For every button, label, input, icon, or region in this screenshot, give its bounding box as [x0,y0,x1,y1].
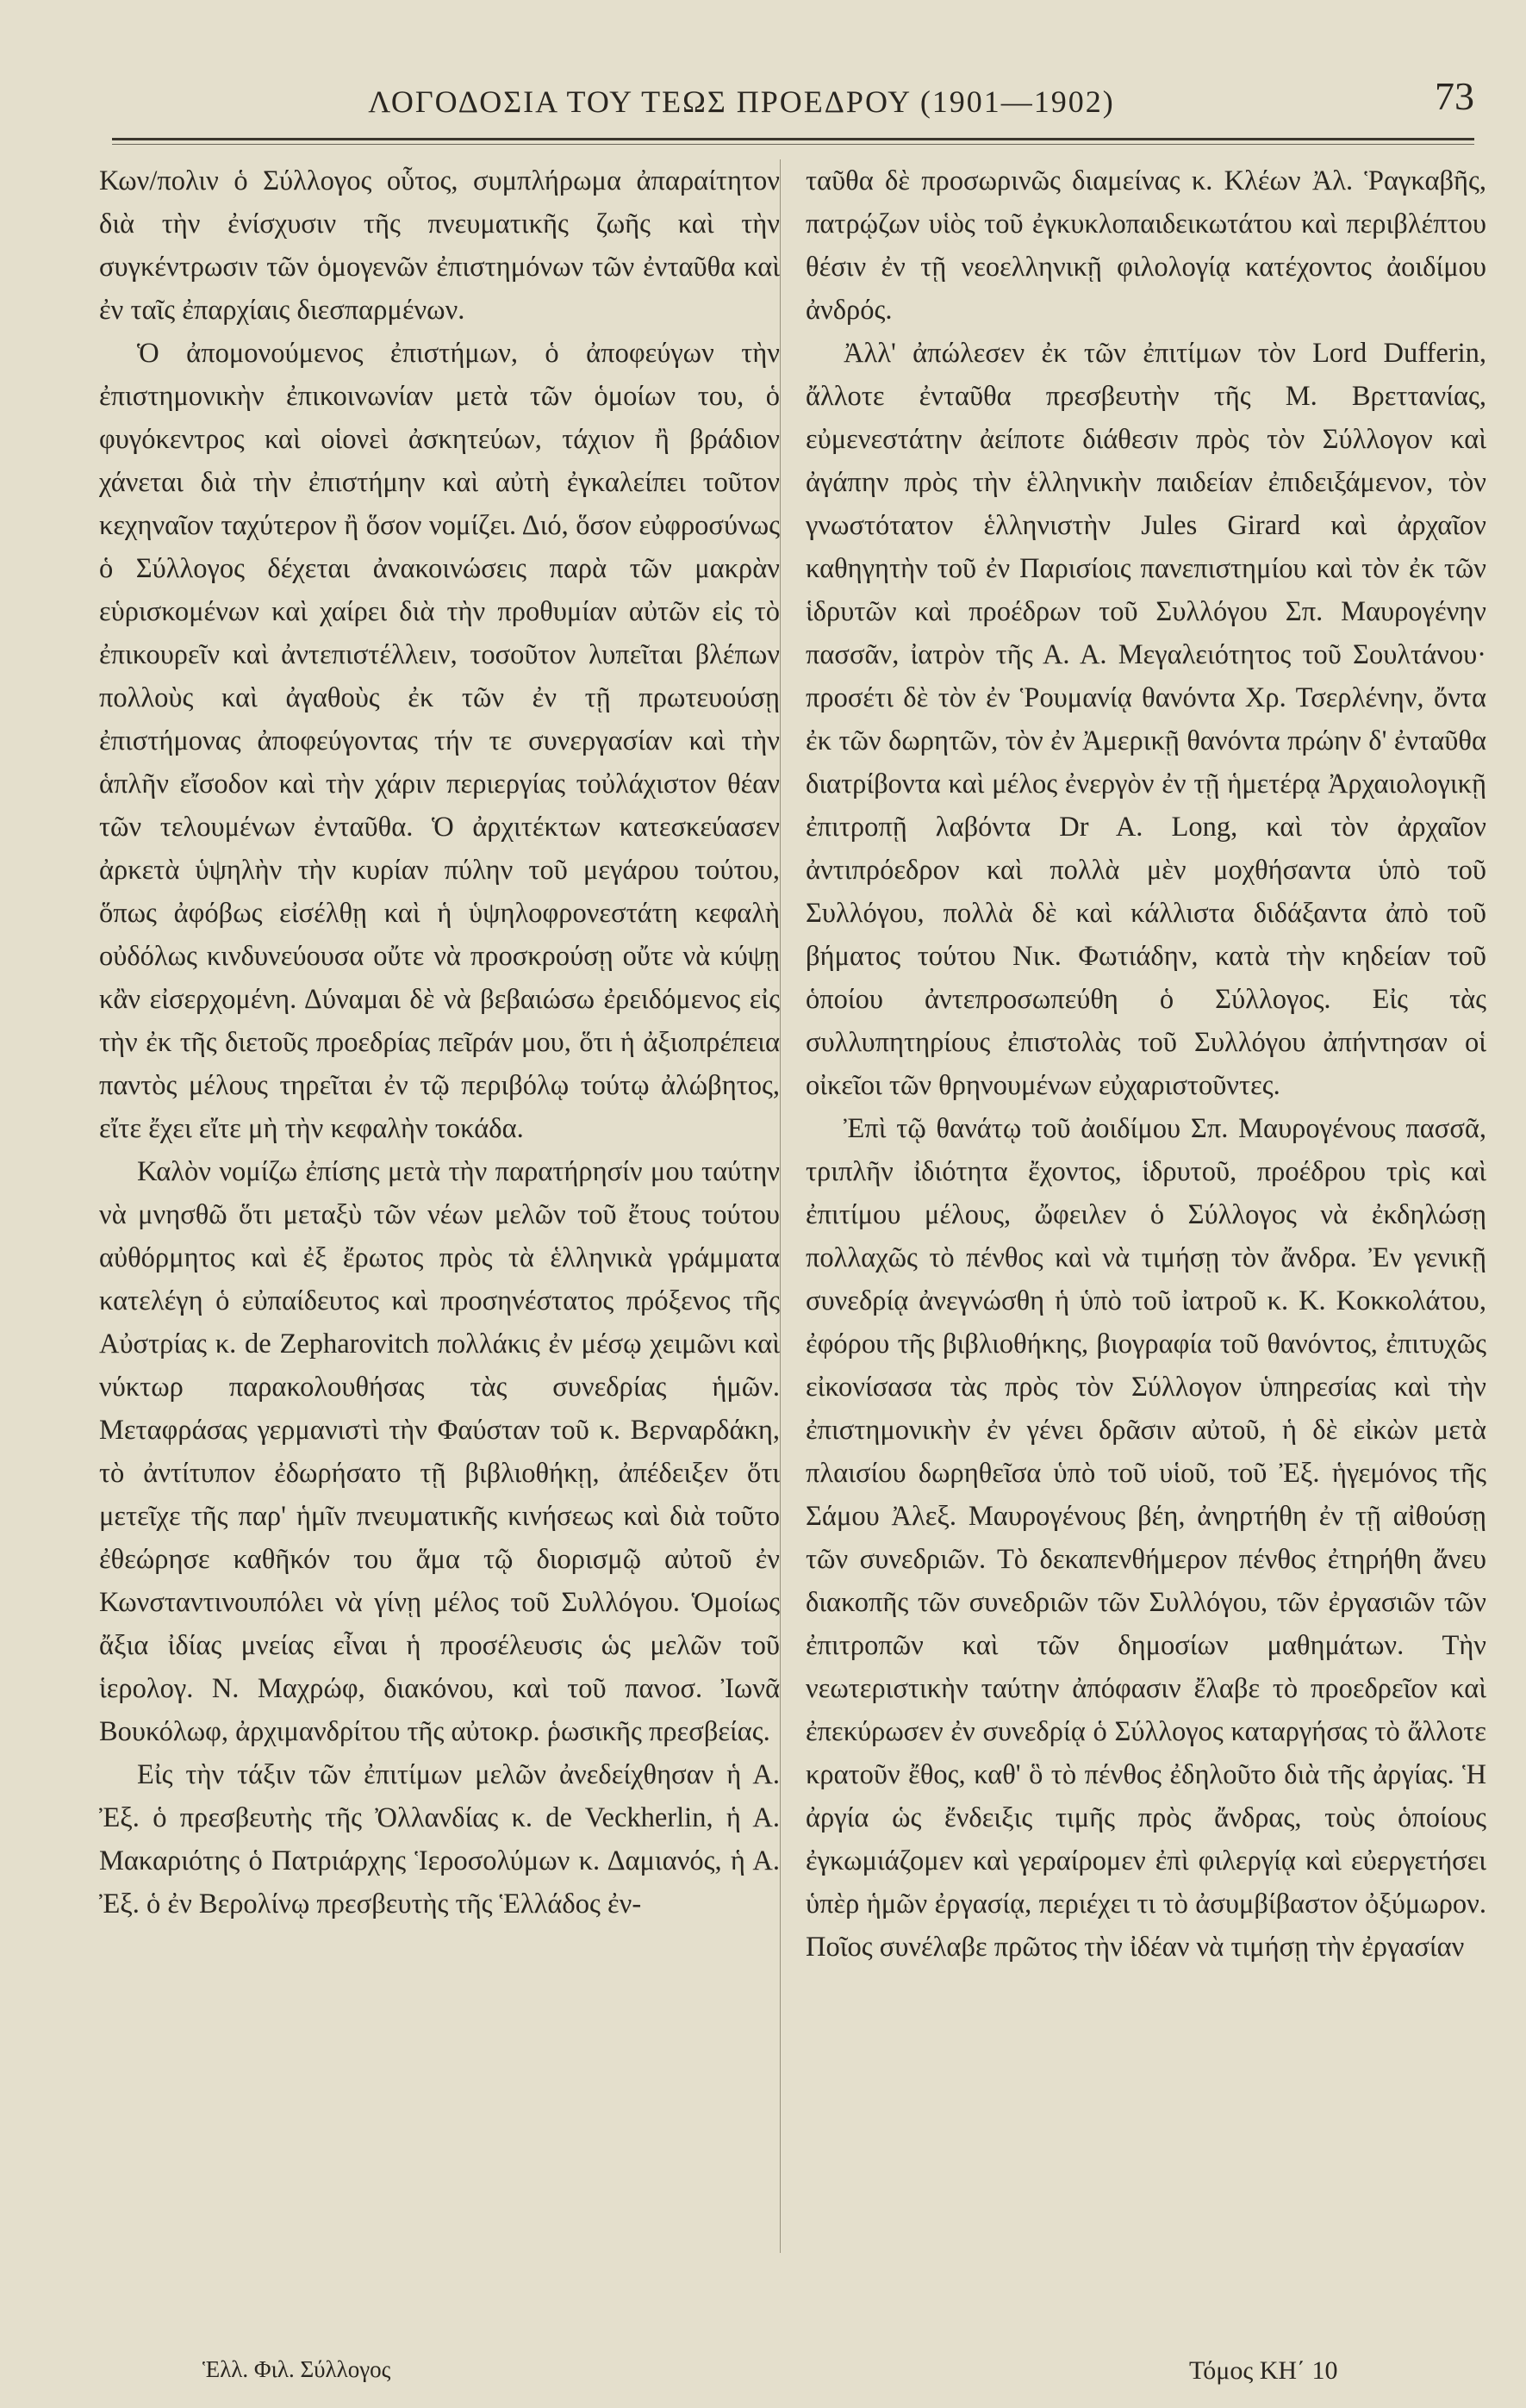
paragraph: ταῦθα δὲ προσωρινῶς διαμείνας κ. Κλέων Ἀλ. Ῥαγκαβῆς, πατρῴζων υἱὸς τοῦ ἐγκυκλοπαιδεικωτάτου καὶ περιβλέπτου θέσιν ἐν τῇ νεοελληνικῇ φιλολογίᾳ κατέχοντος ἀοιδίμου ἀνδρός. [806,165,1486,326]
header-rule-thin [112,144,1474,145]
header-rule [112,138,1474,140]
page-number: 73 [1435,74,1474,118]
running-title: ΛΟΓΟΔΟΣΙΑ ΤΟΥ ΤΕΩΣ ΠΡΟΕΔΡΟΥ (1901—1902) [368,84,1115,119]
signature-mark: Ἑλλ. Φιλ. Σύλλογος [202,2356,391,2382]
paragraph: Εἰς τὴν τάξιν τῶν ἐπιτίμων μελῶν ἀνεδείχθησαν ἡ Α. Ἐξ. ὁ πρεσβευτὴς τῆς Ὀλλανδίας κ. de Veckherlin, ἡ Α. Μακαριότης ὁ Πατριάρχης Ἱεροσολύμων κ. Δαμιανός, ἡ Α. Ἐξ. ὁ ἐν Βερολίνῳ πρεσβευτὴς τῆς Ἑλλάδος ἐν- [99,1759,780,1920]
paragraph: Κων/πολιν ὁ Σύλλογος οὗτος, συμπλήρωμα ἀπαραίτητον διὰ τὴν ἐνίσχυσιν τῆς πνευματικῆς ζωῆς καὶ τὴν συγκέντρωσιν τῶν ὁμογενῶν ἐπιστημόνων τῶν ἐνταῦθα καὶ ἐν ταῖς ἐπαρχίαις διεσπαρμένων. [99,165,780,326]
paragraph: Ἐπὶ τῷ θανάτῳ τοῦ ἀοιδίμου Σπ. Μαυρογένους πασσᾶ, τριπλῆν ἰδιότητα ἔχοντος, ἱδρυτοῦ, προέδρου τρὶς καὶ ἐπιτίμου μέλους, ὤφειλεν ὁ Σύλλογος νὰ ἐκδηλώσῃ πολλαχῶς τὸ πένθος καὶ νὰ τιμήσῃ τὸν ἄνδρα. Ἐν γενικῇ συνεδρίᾳ ἀνεγνώσθη ἡ ὑπὸ τοῦ ἰατροῦ κ. Κ. Κοκκολάτου, ἐφόρου τῆς βιβλιοθήκης, βιογραφία τοῦ θανόντος, ἐπιτυχῶς εἰκονίσασα τὰς πρὸς τὸν Σύλλογον ὑπηρεσίας καὶ τὴν ἐπιστημονικὴν ἐν γένει δρᾶσιν αὐτοῦ, ἡ δὲ εἰκὼν μετὰ πλαισίου δωρηθεῖσα ὑπὸ τοῦ υἱοῦ, τοῦ Ἐξ. ἡγεμόνος τῆς Σάμου Ἀλεξ. Μαυρογένους βέη, ἀνηρτήθη ἐν τῇ αἰθούσῃ τῶν συνεδριῶν. Τὸ δεκαπενθήμερον πένθος ἐτηρήθη ἄνευ διακοπῆς τῶν συνεδριῶν τῶν Συλλόγου, τῶν ἐργασιῶν τῶν ἐπιτροπῶν καὶ τῶν δημοσίων μαθημάτων. Τὴν νεωτεριστικὴν ταύτην ἀπόφασιν ἔλαβε τὸ προεδρεῖον καὶ ἐπεκύρωσεν ἐν συνεδρίᾳ ὁ Σύλλογος καταργήσας τὸ ἄλλοτε κρατοῦν ἔθος, καθ' ὃ τὸ πένθος ἐδηλοῦτο διὰ τῆς ἀργίας. Ἡ ἀργία ὡς ἔνδειξις τιμῆς πρὸς ἄνδρας, τοὺς ὁποίους ἐγκωμιάζομεν καὶ γεραίρομεν ἐπὶ φιλεργίᾳ καὶ εὐεργετήσει ὑπὲρ ἡμῶν ἐργασίᾳ, περιέχει τι τὸ ἀσυμβίβαστον ὀξύμωρον. Ποῖος συνέλαβε πρῶτος τὴν ἰδέαν νὰ τιμήσῃ τὴν ἐργασίαν [806,1113,1486,1963]
page-header [112,65,1474,134]
paragraph: Καλὸν νομίζω ἐπίσης μετὰ τὴν παρατήρησίν μου ταύτην νὰ μνησθῶ ὅτι μεταξὺ τῶν νέων μελῶν τοῦ ἔτους τούτου αὐθόρμητος καὶ ἐξ ἔρωτος πρὸς τὰ ἑλληνικὰ γράμματα κατελέγη ὁ εὐπαίδευτος καὶ προσηνέστατος πρόξενος τῆς Αὐστρίας κ. de Zepharovitch πολλάκις ἐν μέσῳ χειμῶνι καὶ νύκτωρ παρακολουθήσας τὰς συνεδρίας ἡμῶν. Μεταφράσας γερμανιστὶ τὴν Φαύσταν τοῦ κ. Βερναρδάκη, τὸ ἀντίτυπον ἐδωρήσατο τῇ βιβλιοθήκῃ, ἀπέδειξεν ὅτι μετεῖχε τῆς παρ' ἡμῖν πνευματικῆς κινήσεως καὶ διὰ τοῦτο ἐθεώρησε καθῆκόν του ἅμα τῷ διορισμῷ αὐτοῦ ἐν Κωνσταντινουπόλει νὰ γίνῃ μέλος τοῦ Συλλόγου. Ὁμοίως ἄξια ἰδίας μνείας εἶναι ἡ προσέλευσις ὡς μελῶν τοῦ ἱερολογ. Ν. Μαχρώφ, διακόνου, καὶ τοῦ πανοσ. Ἰωνᾶ Βουκόλωφ, ἀρχιμανδρίτου τῆς αὐτοκρ. ῥωσικῆς πρεσβείας. [99,1156,780,1747]
paragraph: Ὁ ἀπομονούμενος ἐπιστήμων, ὁ ἀποφεύγων τὴν ἐπιστημονικὴν ἐπικοινωνίαν μετὰ τῶν ὁμοίων του, ὁ φυγόκεντρος καὶ οἱονεὶ ἀσκητεύων, τάχιον ἢ βράδιον χάνεται διὰ τὴν ἐπιστήμην καὶ αὐτὴ ἐγκαλείπει τοῦτον κεχηναῖον ταχύτερον ἢ ὅσον νομίζει. Διό, ὅσον εὐφροσύνως ὁ Σύλλογος δέχεται ἀνακοινώσεις παρὰ τῶν μακρὰν εὑρισκομένων καὶ χαίρει διὰ τὴν προθυμίαν αὐτῶν εἰς τὸ ἐπικουρεῖν καὶ ἀντεπιστέλλειν, τοσοῦτον λυπεῖται βλέπων πολλοὺς καὶ ἀγαθοὺς ἐκ τῶν ἐν τῇ πρωτευούσῃ ἐπιστήμονας ἀποφεύγοντας τήν τε συνεργασίαν καὶ τὴν ἁπλῆν εἴσοδον καὶ τὴν χάριν περιεργίας τοὐλάχιστον θέαν τῶν τελουμένων ἐνταῦθα. Ὁ ἀρχιτέκτων κατεσκεύασεν ἀρκετὰ ὑψηλὴν τὴν κυρίαν πύλην τοῦ μεγάρου τούτου, ὅπως ἀφόβως εἰσέλθῃ καὶ ἡ ὑψηλοφρονεστάτη κεφαλὴ οὐδόλως κινδυνεύουσα οὔτε νὰ προσκρούσῃ οὔτε νὰ κύψῃ κἂν εἰσερχομένη. Δύναμαι δὲ νὰ βεβαιώσω ἐρειδόμενος εἰς τὴν ἐκ τῆς διετοῦς προεδρίας πεῖράν μου, ὅτι ἡ ἀξιοπρέπεια παντὸς μέλους τηρεῖται ἐν τῷ περιβόλῳ τούτῳ ἀλώβητος, εἴτε ἔχει εἴτε μὴ τὴν κεφαλὴν τοκάδα. [99,338,780,1144]
volume-mark: Τόμος ΚΗ΄ 10 [1189,2356,1338,2385]
left-column [99,159,780,1926]
column-divider [780,159,781,2253]
right-column [806,159,1486,1969]
paragraph: Ἀλλ' ἀπώλεσεν ἐκ τῶν ἐπιτίμων τὸν Lord Dufferin, ἄλλοτε ἐνταῦθα πρεσβευτὴν τῆς Μ. Βρεττανίας, εὐμενεστάτην ἀείποτε διάθεσιν πρὸς τὸν Σύλλογον καὶ ἀγάπην πρὸς τὴν ἑλληνικὴν παιδείαν ἐπιδειξάμενον, τὸν γνωστότατον ἑλληνιστὴν Jules Girard καὶ ἀρχαῖον καθηγητὴν τοῦ ἐν Παρισίοις πανεπιστημίου καὶ τὸν ἐκ τῶν ἱδρυτῶν καὶ προέδρων τοῦ Συλλόγου Σπ. Μαυρογένην πασσᾶν, ἰατρὸν τῆς Α. Α. Μεγαλειότητος τοῦ Σουλτάνου· προσέτι δὲ τὸν ἐν Ῥουμανίᾳ θανόντα Χρ. Τσερλένην, ὄντα ἐκ τῶν δωρητῶν, τὸν ἐν Ἀμερικῇ θανόντα πρώην δ' ἐνταῦθα διατρίβοντα καὶ μέλος ἐνεργὸν ἐν τῇ ἡμετέρᾳ Ἀρχαιολογικῇ ἐπιτροπῇ λαβόντα Dr A. Long, καὶ τὸν ἀρχαῖον ἀντιπρόεδρον καὶ πολλὰ μὲν μοχθήσαντα ὑπὸ τοῦ Συλλόγου, πολλὰ δὲ καὶ κάλλιστα διδάξαντα ἀπὸ τοῦ βήματος τούτου Νικ. Φωτιάδην, κατὰ τὴν κηδείαν τοῦ ὁποίου ἀντεπροσωπεύθη ὁ Σύλλογος. Εἰς τὰς συλλυπητηρίους ἐπιστολὰς τοῦ Συλλόγου ἀπήντησαν οἱ οἰκεῖοι τῶν θρηνουμένων εὐχαριστοῦντες. [806,338,1486,1101]
